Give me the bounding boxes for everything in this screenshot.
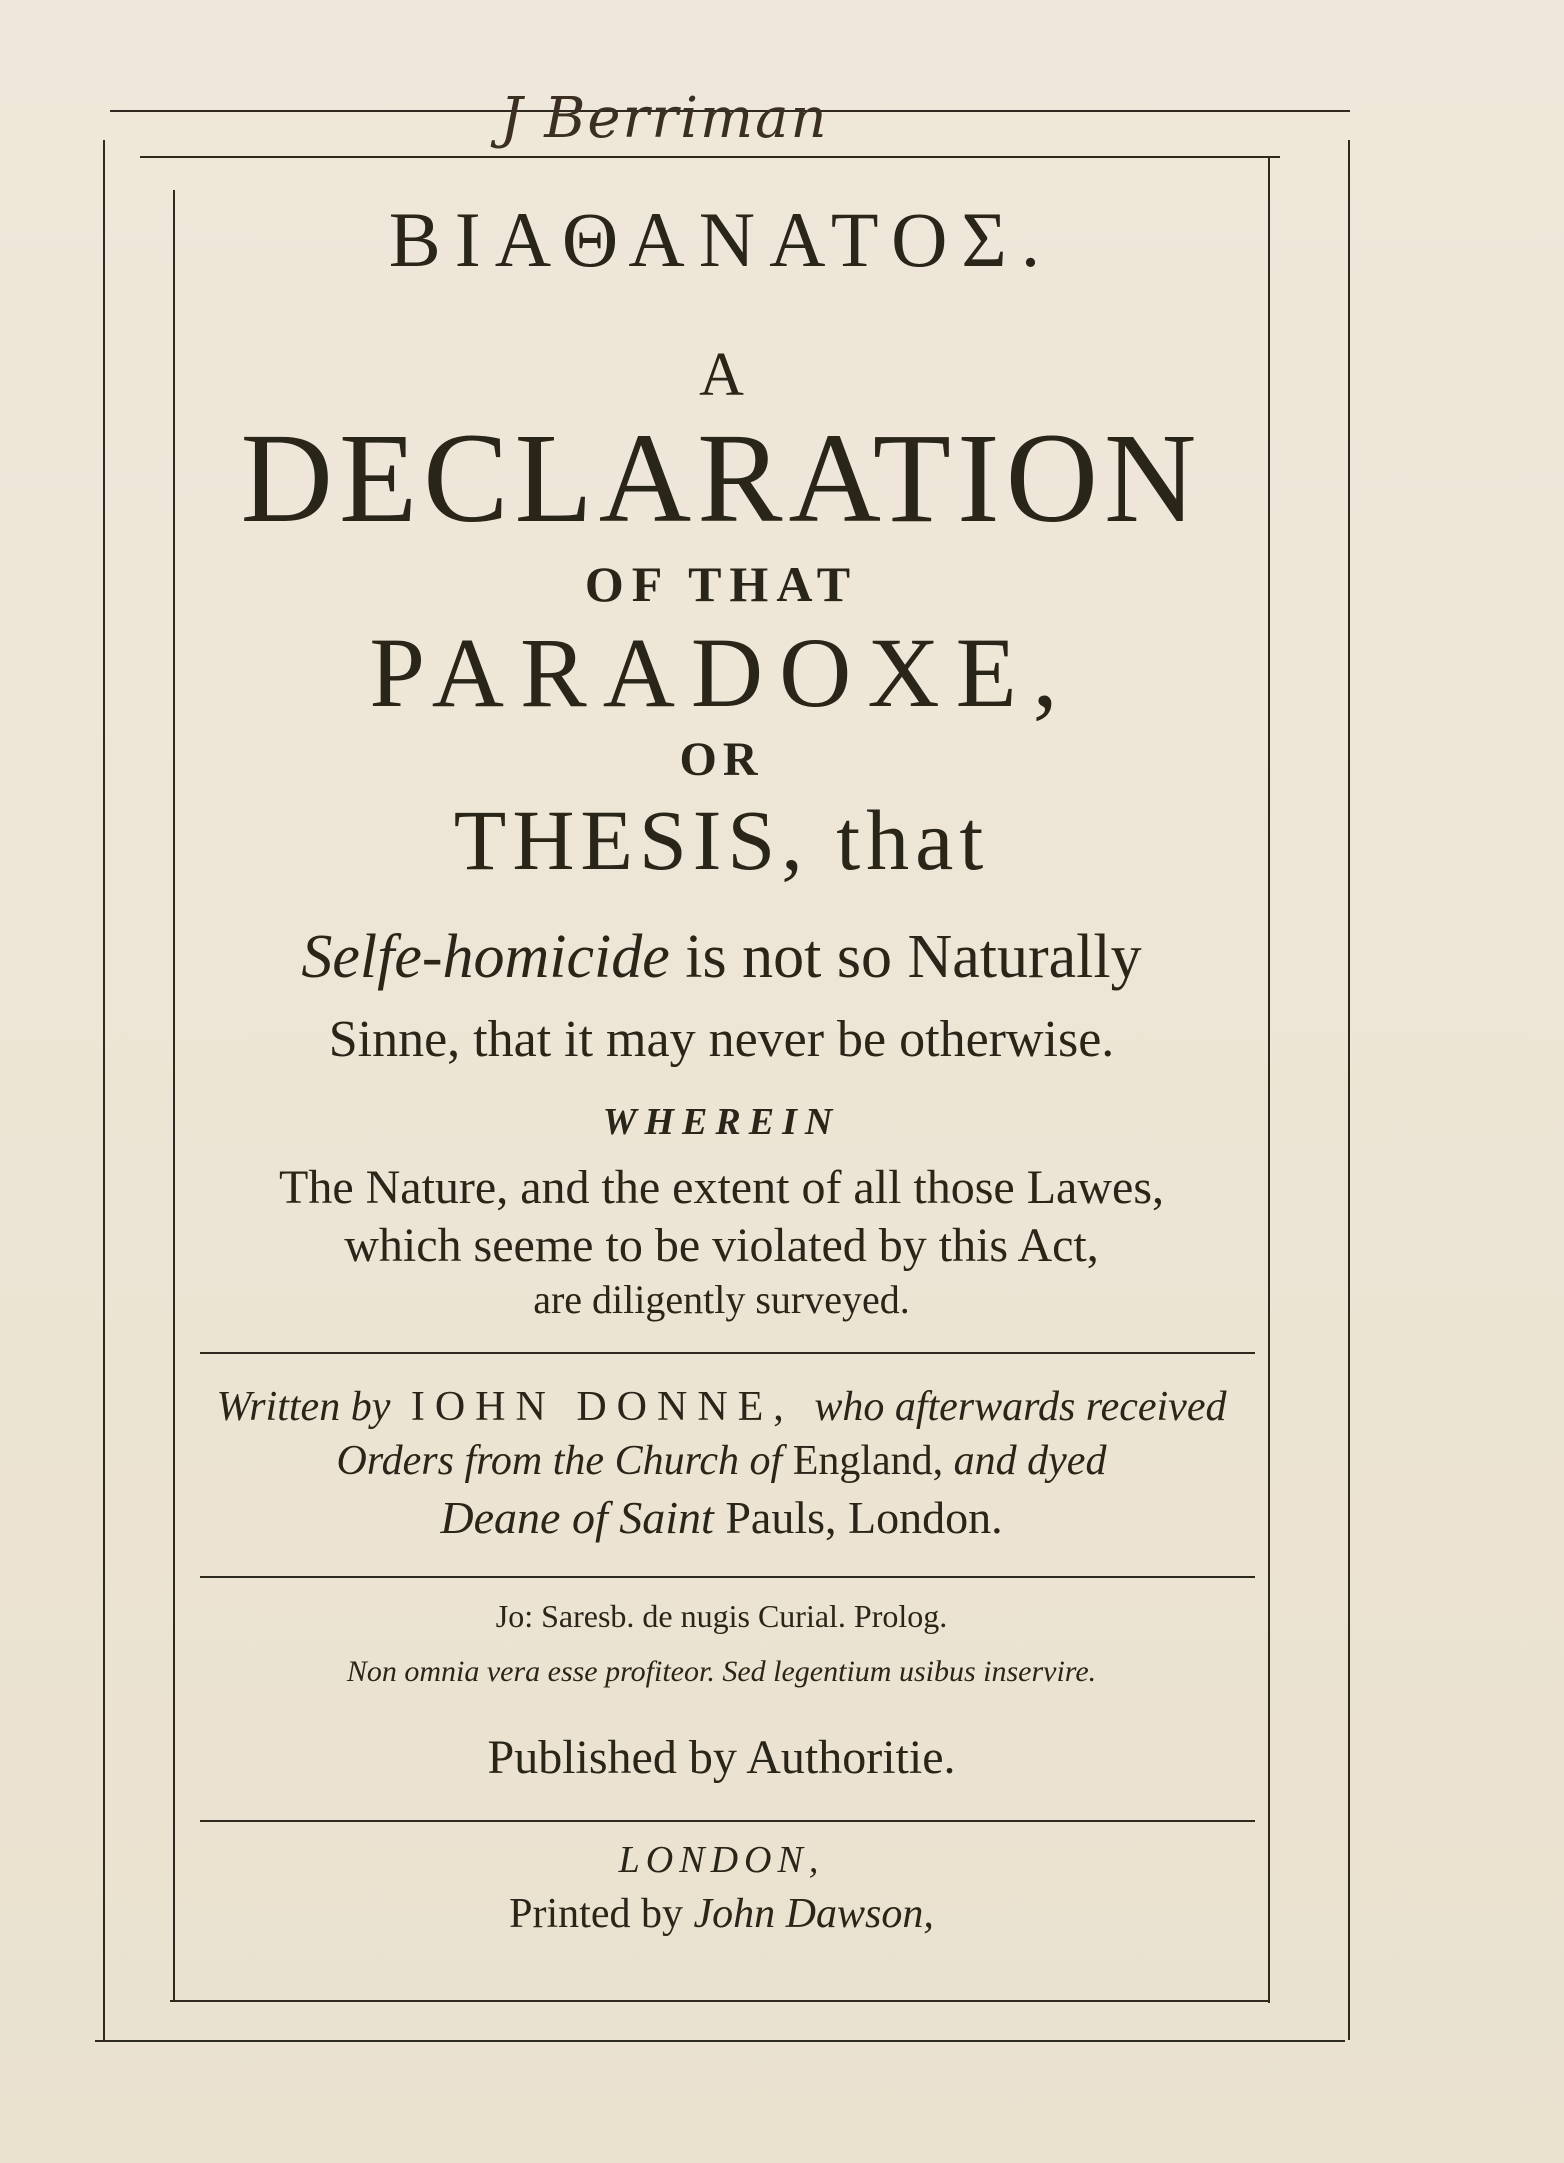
published-by: Published by Authoritie.	[487, 1731, 956, 1784]
imprint-printer	[175, 1890, 1268, 1938]
printer-name: John Dawson,	[693, 1891, 934, 1937]
signature-text: J Berriman	[500, 86, 829, 151]
title-sinne: Sinne, that it may never be otherwise.	[328, 1011, 1115, 1068]
wherein-line-2: which seeme to be violated by this Act,	[344, 1219, 1099, 1272]
motto-source: Jo: Saresb. de nugis Curial. Prolog.	[495, 1598, 948, 1634]
title-paradoxe: PARADOXE,	[369, 617, 1074, 728]
separator-rule	[200, 1352, 1255, 1354]
title-or: OR	[679, 733, 764, 786]
selfe-rest: is not so Naturally	[669, 923, 1142, 991]
orders-from: Orders from the Church of	[336, 1438, 793, 1484]
motto-quote: Non omnia vera esse profiteor. Sed legentium usibus inservire.	[346, 1655, 1097, 1688]
and-dyed: and dyed	[953, 1438, 1107, 1484]
outer-border-right	[1348, 140, 1350, 2040]
printed-by: Printed by	[509, 1891, 694, 1937]
england: England,	[792, 1438, 954, 1484]
pauls-london: Pauls, London.	[725, 1492, 1003, 1543]
separator-rule	[200, 1820, 1255, 1822]
author-line-3	[175, 1491, 1268, 1544]
selfe-italic: Selfe-homicide	[301, 923, 670, 991]
title-selfe-homicide	[175, 922, 1268, 993]
deane-of: Deane of Saint	[440, 1492, 726, 1543]
outer-border-bottom	[95, 2040, 1345, 2042]
author-line-2	[175, 1437, 1268, 1485]
author-line-1	[175, 1383, 1268, 1431]
imprint-city: LONDON,	[618, 1839, 825, 1881]
author-name: IOHN DONNE,	[390, 1384, 815, 1430]
separator-rule	[200, 1576, 1255, 1578]
who-afterwards: who afterwards received	[814, 1384, 1227, 1430]
outer-border-left	[103, 140, 105, 2040]
wherein-line-1: The Nature, and the extent of all those Lawes,	[279, 1161, 1164, 1214]
title-of-that: OF THAT	[584, 556, 859, 612]
wherein-heading: WHEREIN	[602, 1101, 841, 1143]
inner-border-right	[1268, 158, 1270, 2003]
title-thesis: THESIS, that	[453, 792, 990, 888]
written-by: Written by	[216, 1384, 391, 1430]
inner-border-bottom	[170, 2000, 1270, 2002]
title-declaration: DECLARATION	[240, 407, 1203, 549]
handwritten-signature	[500, 86, 1040, 166]
title-article: A	[699, 341, 744, 409]
wherein-line-3: are diligently surveyed.	[533, 1277, 910, 1322]
greek-title: ΒΙΑΘΑΝΑΤΟΣ.	[388, 196, 1055, 283]
